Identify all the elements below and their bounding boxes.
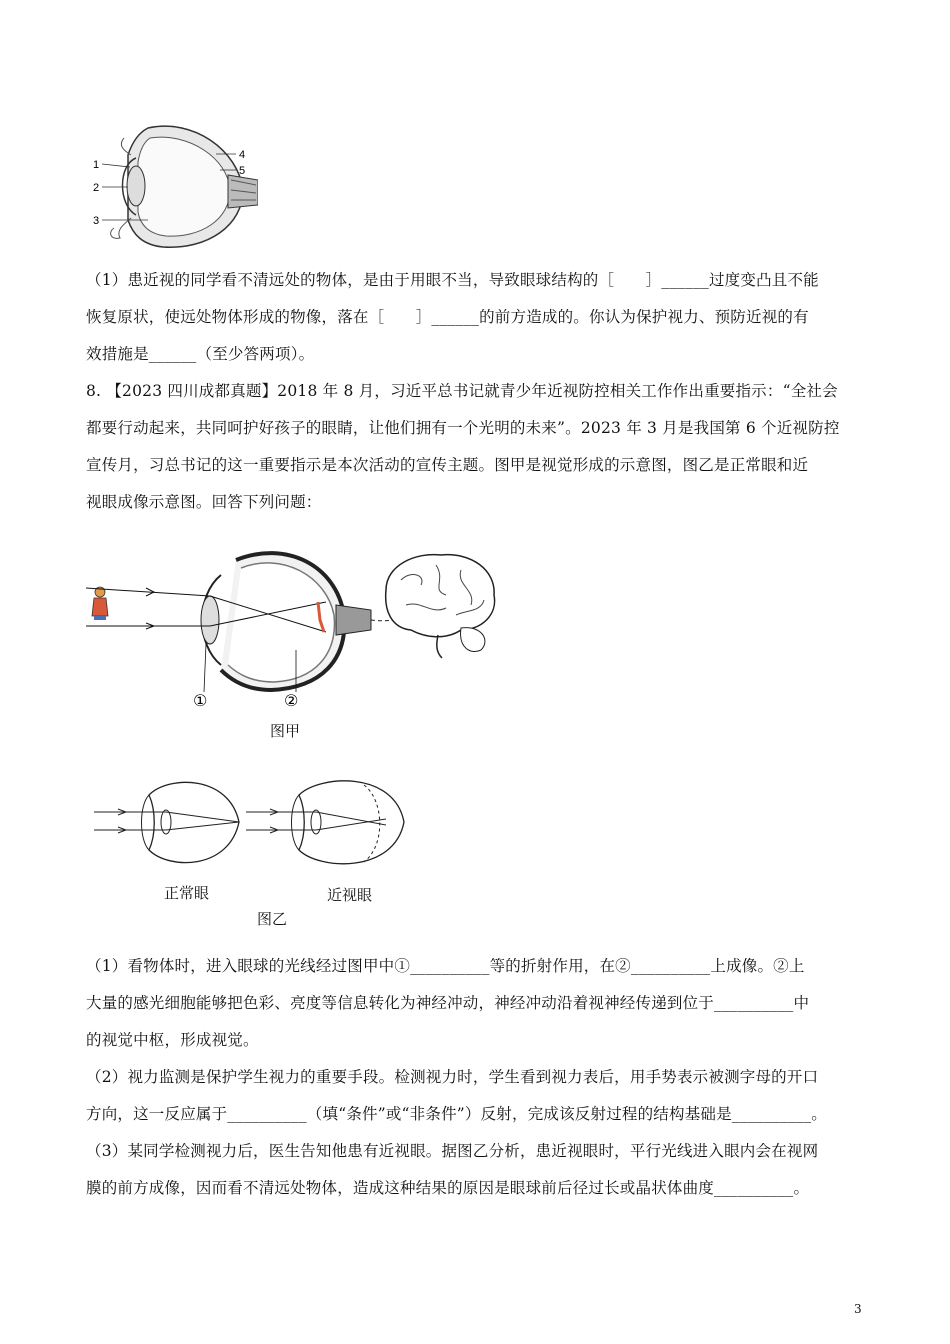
text-line: （1）患近视的同学看不清远处的物体，是由于用眼不当，导致眼球结构的［ ］______过度变凸且不能	[86, 271, 819, 289]
figure-jia-caption: 图甲	[270, 722, 301, 740]
text-line: 效措施是______（至少答两项）。	[86, 345, 315, 363]
q8-stem	[86, 373, 866, 521]
text-line: （1）看物体时，进入眼球的光线经过图甲中①__________等的折射作用，在②__________上成像。②上	[86, 957, 805, 975]
brain-icon	[386, 555, 495, 658]
text-line: 大量的感光细胞能够把色彩、亮度等信息转化为神经冲动，神经冲动沿着视神经传递到位于__________中	[86, 994, 810, 1012]
object-figure-icon	[92, 587, 108, 620]
normal-eye-label: 正常眼	[164, 884, 210, 902]
text-line: 膜的前方成像，因而看不清远处物体，造成这种结果的原因是眼球前后径过长或晶状体曲度__________。	[86, 1179, 810, 1197]
text-line: 方向，这一反应属于__________（填“条件”或“非条件”）反射，完成该反射过程的结构基础是__________。	[86, 1105, 827, 1123]
text-line: （2）视力监测是保护学生视力的重要手段。检测视力时，学生看到视力表后，用手势表示被测字母的开口	[86, 1068, 819, 1086]
page-number: 3	[854, 1302, 862, 1316]
q8-subquestion-3	[86, 1133, 866, 1207]
q8-subquestion-2	[86, 1059, 866, 1133]
text-line: 视眼成像示意图。回答下列问题：	[86, 493, 322, 511]
myopia-eye-label: 近视眼	[327, 886, 373, 904]
vision-formation-diagram	[86, 540, 516, 740]
text-line: 都要行动起来，共同呵护好孩子的眼睛，让他们拥有一个光明的未来”。2023 年 3 月是我国第 6 个近视防控	[86, 419, 840, 437]
figure-yi-caption: 图乙	[257, 910, 288, 928]
eye-label-4: 4	[239, 149, 246, 161]
text-line: 恢复原状，使远处物体形成的物像，落在［ ］______的前方造成的。你认为保护视力、预防近视的有	[86, 308, 809, 326]
normal-vs-myopia-diagram	[94, 770, 414, 880]
q7-subquestion-1	[86, 262, 866, 373]
text-line: 8. 【2023 四川成都真题】2018 年 8 月，习近平总书记就青少年近视防控相关工作作出重要指示：“全社会	[86, 382, 838, 400]
text-line: 宣传月，习总书记的这一重要指示是本次活动的宣传主题。图甲是视觉形成的示意图，图乙是正常眼和近	[86, 456, 809, 474]
eye-label-2: 2	[93, 182, 100, 194]
eye-structure-diagram	[88, 120, 258, 255]
q8-subquestion-1	[86, 948, 866, 1059]
marker-2: ②	[284, 691, 299, 710]
text-line: 的视觉中枢，形成视觉。	[86, 1031, 259, 1049]
eye-label-1: 1	[93, 159, 100, 171]
eye-label-5: 5	[239, 165, 246, 177]
marker-1: ①	[193, 691, 208, 710]
text-line: （3）某同学检测视力后，医生告知他患有近视眼。据图乙分析，患近视眼时，平行光线进入眼内会在视网	[86, 1142, 819, 1160]
eye-label-3: 3	[93, 215, 100, 227]
